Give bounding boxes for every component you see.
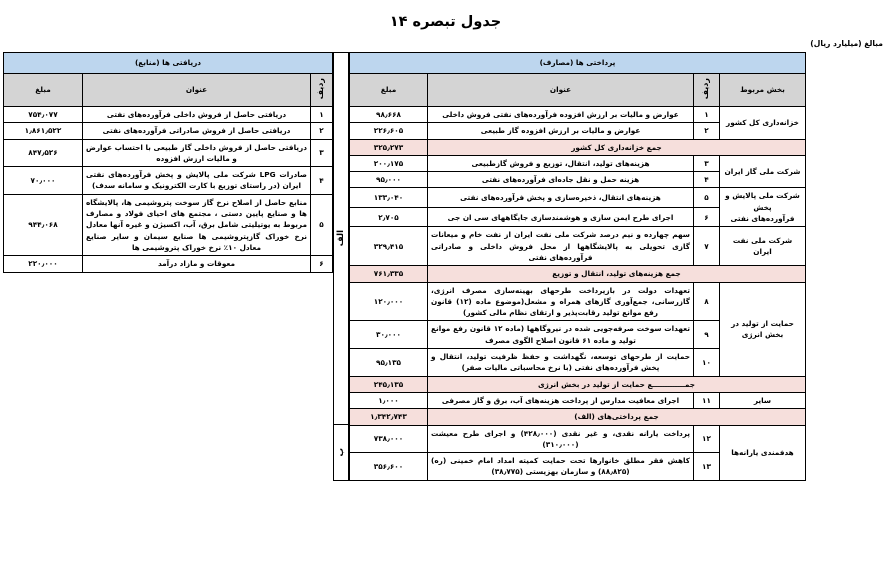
- table-row: [350, 155, 806, 171]
- payments-row-number: ۳: [694, 155, 720, 171]
- payments-row-number: ۸: [694, 282, 720, 321]
- payments-row-title: عوارض و مالیات بر ارزش افزوده فرآورده‌های نفتی فروش داخلی: [428, 107, 694, 123]
- table-row: [350, 282, 806, 321]
- payments-row-sector: خزانه‌داری کل کشور: [720, 107, 806, 140]
- table-row: [4, 107, 333, 123]
- receipts-banner: دریافتی ها (منابع): [4, 53, 333, 74]
- subtotal-row: [350, 376, 806, 392]
- payments-row-number: ۲: [694, 123, 720, 139]
- payments-row-number: ۹: [694, 321, 720, 349]
- payments-row-title: هزینه‌های انتقال، ذخیره‌سازی و پخش فرآورده‌های نفتی: [428, 188, 694, 207]
- payments-row-number: ۱: [694, 107, 720, 123]
- table-row: [350, 188, 806, 207]
- payments-row-amount: ۱٫۰۰۰: [350, 392, 428, 408]
- payments-subtotal-title: جمـــــــــــــع حمایت از تولید در بخش انرژی: [428, 376, 806, 392]
- receipts-row-number: ۱: [311, 107, 333, 123]
- section-spine-b: [334, 424, 348, 480]
- payments-row-title: تعهدات دولت در بازپرداخت طرحهای بهینه‌سازی مصرف انرژی، گازرسانی، جمع‌آوری گازهای همراه و مشعل(موضوع ماده (۱۲) قانون رفع موانع تولید رقابت‌پذیر و ارتقای نظام مالی کشور): [428, 282, 694, 321]
- table-row: [4, 139, 333, 167]
- payments-row-title: عوارض و مالیات بر ارزش افزوده گاز طبیعی: [428, 123, 694, 139]
- receipts-row-number: ۳: [311, 139, 333, 167]
- payments-banner-row: [350, 53, 806, 74]
- table-row: [350, 392, 806, 408]
- payments-header-title: عنوان: [428, 74, 694, 107]
- payments-row-title: هزینه حمل و نقل جاده‌ای فرآورده‌های نفتی: [428, 172, 694, 188]
- table-row: [4, 256, 333, 272]
- payments-row-title: هزینه‌های تولید، انتقال، توزیع و فروش گازطبیعی: [428, 155, 694, 171]
- payments-row-amount: ۱۳۳٫۰۴۰: [350, 188, 428, 207]
- payments-row-amount: ۲۲۶٫۶۰۵: [350, 123, 428, 139]
- receipts-row-amount: ۹۴۴٫۰۶۸: [4, 194, 83, 255]
- payments-header-sector: بخش مربوط: [720, 74, 806, 107]
- payments-subtotal-title: جمع پرداختی‌های (الف): [428, 409, 806, 425]
- receipts-row-amount: ۷۵۴٫۰۷۷: [4, 107, 83, 123]
- payments-row-amount: ۲۰۰٫۱۷۵: [350, 155, 428, 171]
- subtotal-row: [350, 266, 806, 282]
- payments-row-amount: ۳۲۹٫۴۱۵: [350, 227, 428, 266]
- table-row: [350, 425, 806, 453]
- receipts-header-rownum-label: ردیف: [316, 77, 326, 99]
- table-row: [4, 194, 333, 255]
- payments-row-amount: ۳۰٫۰۰۰: [350, 321, 428, 349]
- receipts-row-amount: ۷۰٫۰۰۰: [4, 167, 83, 195]
- receipts-row-amount: ۲۲۰٫۰۰۰: [4, 256, 83, 272]
- receipts-table: [3, 52, 333, 273]
- payments-row-number: ۱۳: [694, 453, 720, 481]
- payments-row-sector: شرکت ملی پالایش و پخش فرآورده‌های نفتی: [720, 188, 806, 227]
- payments-subtotal-amount: ۷۶۱٫۳۳۵: [350, 266, 428, 282]
- table-row: [4, 123, 333, 139]
- receipts-header-title: عنوان: [83, 74, 311, 107]
- payments-row-title: پرداخت یارانه نقدی، و غیر نقدی (۴۲۸٫۰۰۰) و اجرای طرح معیشت (۳۱۰٫۰۰۰): [428, 425, 694, 453]
- payments-row-number: ۱۱: [694, 392, 720, 408]
- payments-row-number: ۱۲: [694, 425, 720, 453]
- receipts-header-row: [4, 74, 333, 107]
- payments-row-sector: حمایت از تولید در بخش انرژی: [720, 282, 806, 376]
- receipts-row-number: ۵: [311, 194, 333, 255]
- payments-subtotal-title: جمع خزانه‌داری کل کشور: [428, 139, 806, 155]
- payments-subtotal-amount: ۲۴۵٫۱۳۵: [350, 376, 428, 392]
- payments-row-number: ۴: [694, 172, 720, 188]
- payments-row-sector: شرکت ملی نفت ایران: [720, 227, 806, 266]
- payments-row-title: اجرای معافیت مدارس از پرداخت هزینه‌های آب، برق و گاز مصرفی: [428, 392, 694, 408]
- receipts-row-title: دریافتی حاصل از فروش داخلی فرآورده‌های نفتی: [83, 107, 311, 123]
- payments-subtotal-amount: ۱٫۳۴۲٫۷۴۳: [350, 409, 428, 425]
- subtotal-row: [350, 409, 806, 425]
- units-note: مبالغ (میلیارد ریال): [810, 39, 883, 48]
- section-spine: [333, 52, 349, 481]
- payments-subtotal-amount: ۳۲۵٫۲۷۳: [350, 139, 428, 155]
- payments-row-sector: هدفمندی یارانه‌ها: [720, 425, 806, 480]
- payments-row-title: اجرای طرح ایمن سازی و هوشمندسازی جایگاههای سی ان جی: [428, 207, 694, 226]
- payments-row-title: کاهش فقر مطلق خانوارها تحت حمایت کمیته امداد امام خمینی (ره) (۸۸٫۸۲۵) و سازمان بهزیستی (۳۸٫۷۷۵): [428, 453, 694, 481]
- receipts-row-title: دریافتی حاصل از فروش صادراتی فرآورده‌های نفتی: [83, 123, 311, 139]
- receipts-row-amount: ۱٫۸۶۱٫۵۲۲: [4, 123, 83, 139]
- section-a-label: الف: [336, 230, 346, 247]
- payments-banner: پرداختی ها (مصارف): [350, 53, 806, 74]
- payments-row-amount: ۲٫۷۰۵: [350, 207, 428, 226]
- payments-header-rownum: [694, 74, 720, 107]
- payments-row-sector: شرکت ملی گاز ایران: [720, 155, 806, 188]
- payments-row-sector: سایر: [720, 392, 806, 408]
- receipts-row-number: ۴: [311, 167, 333, 195]
- receipts-banner-row: [4, 53, 333, 74]
- receipts-row-title: دریافتی حاصل از فروش داخلی گاز طبیعی با احتساب عوارض و مالیات ارزش افزوده: [83, 139, 311, 167]
- payments-row-amount: ۳۵۶٫۶۰۰: [350, 453, 428, 481]
- payments-row-amount: ۹۵٫۱۳۵: [350, 349, 428, 377]
- payments-subtotal-title: جمع هزینه‌های تولید، انتقال و توزیع: [428, 266, 806, 282]
- receipts-header-amount: مبلغ: [4, 74, 83, 107]
- section-spine-a: [334, 53, 348, 424]
- receipts-row-title: منابع حاصل از اصلاح نرخ گاز سوخت پتروشیمی ها، پالایشگاه ها و صنایع پایین دستی ، مجتمع های احیای فولاد و مصارف مربوط به یوتیلیتی شامل برق، آب، اکسیژن و غیره آنها معادل نرخ خوراک گازپتروشیمی ها صنایع سیمان و سایر صنایع معادل ۱۰٪ نرخ خوراک پتروشیمی ها: [83, 194, 311, 255]
- table-row: [350, 227, 806, 266]
- payments-row-number: ۶: [694, 207, 720, 226]
- receipts-header-rownum: [311, 74, 333, 107]
- payments-row-amount: ۹۸٫۶۶۸: [350, 107, 428, 123]
- tables-container: [0, 52, 891, 481]
- table-row: [350, 107, 806, 123]
- receipts-row-number: ۶: [311, 256, 333, 272]
- payments-row-amount: ۱۲۰٫۰۰۰: [350, 282, 428, 321]
- payments-row-amount: ۷۳۸٫۰۰۰: [350, 425, 428, 453]
- payments-header-amount: مبلغ: [350, 74, 428, 107]
- payments-header-rownum-label: ردیف: [701, 77, 711, 99]
- payments-row-title: تعهدات سوخت صرفه‌جویی شده در نیروگاهها (ماده ۱۲ قانون رفع موانع تولید و ماده ۶۱ قانون اصلاح الگوی مصرف: [428, 321, 694, 349]
- receipts-row-title: معوقات و مازاد درآمد: [83, 256, 311, 272]
- payments-row-title: سهم چهارده و نیم درصد شرکت ملی نفت ایران از نفت خام و میعانات گازی تحویلی به پالایشگاهها از محل فروش داخلی و صادراتی فرآورده‌های نفتی: [428, 227, 694, 266]
- table-row: [4, 167, 333, 195]
- payments-table: [349, 52, 806, 481]
- payments-row-number: ۵: [694, 188, 720, 207]
- payments-row-number: ۱۰: [694, 349, 720, 377]
- receipts-row-number: ۲: [311, 123, 333, 139]
- subtotal-row: [350, 139, 806, 155]
- payments-row-amount: ۹۵٫۰۰۰: [350, 172, 428, 188]
- receipts-row-amount: ۸۴۷٫۵۲۶: [4, 139, 83, 167]
- payments-row-title: حمایت از طرحهای توسعه، نگهداشت و حفظ ظرفیت تولید، انتقال و پخش فرآورده‌های نفتی (با نرخ محاسباتی مالیات صفر): [428, 349, 694, 377]
- payments-row-number: ۷: [694, 227, 720, 266]
- payments-header-row: [350, 74, 806, 107]
- receipts-row-title: صادرات LPG شرکت ملی پالایش و پخش فرآورده‌های نفتی ایران (در راستای توزیع با کارت الکترونیک و سامانه سدف): [83, 167, 311, 195]
- page-title: جدول تبصره ۱۴: [389, 14, 502, 30]
- section-b-label: ب: [336, 447, 346, 457]
